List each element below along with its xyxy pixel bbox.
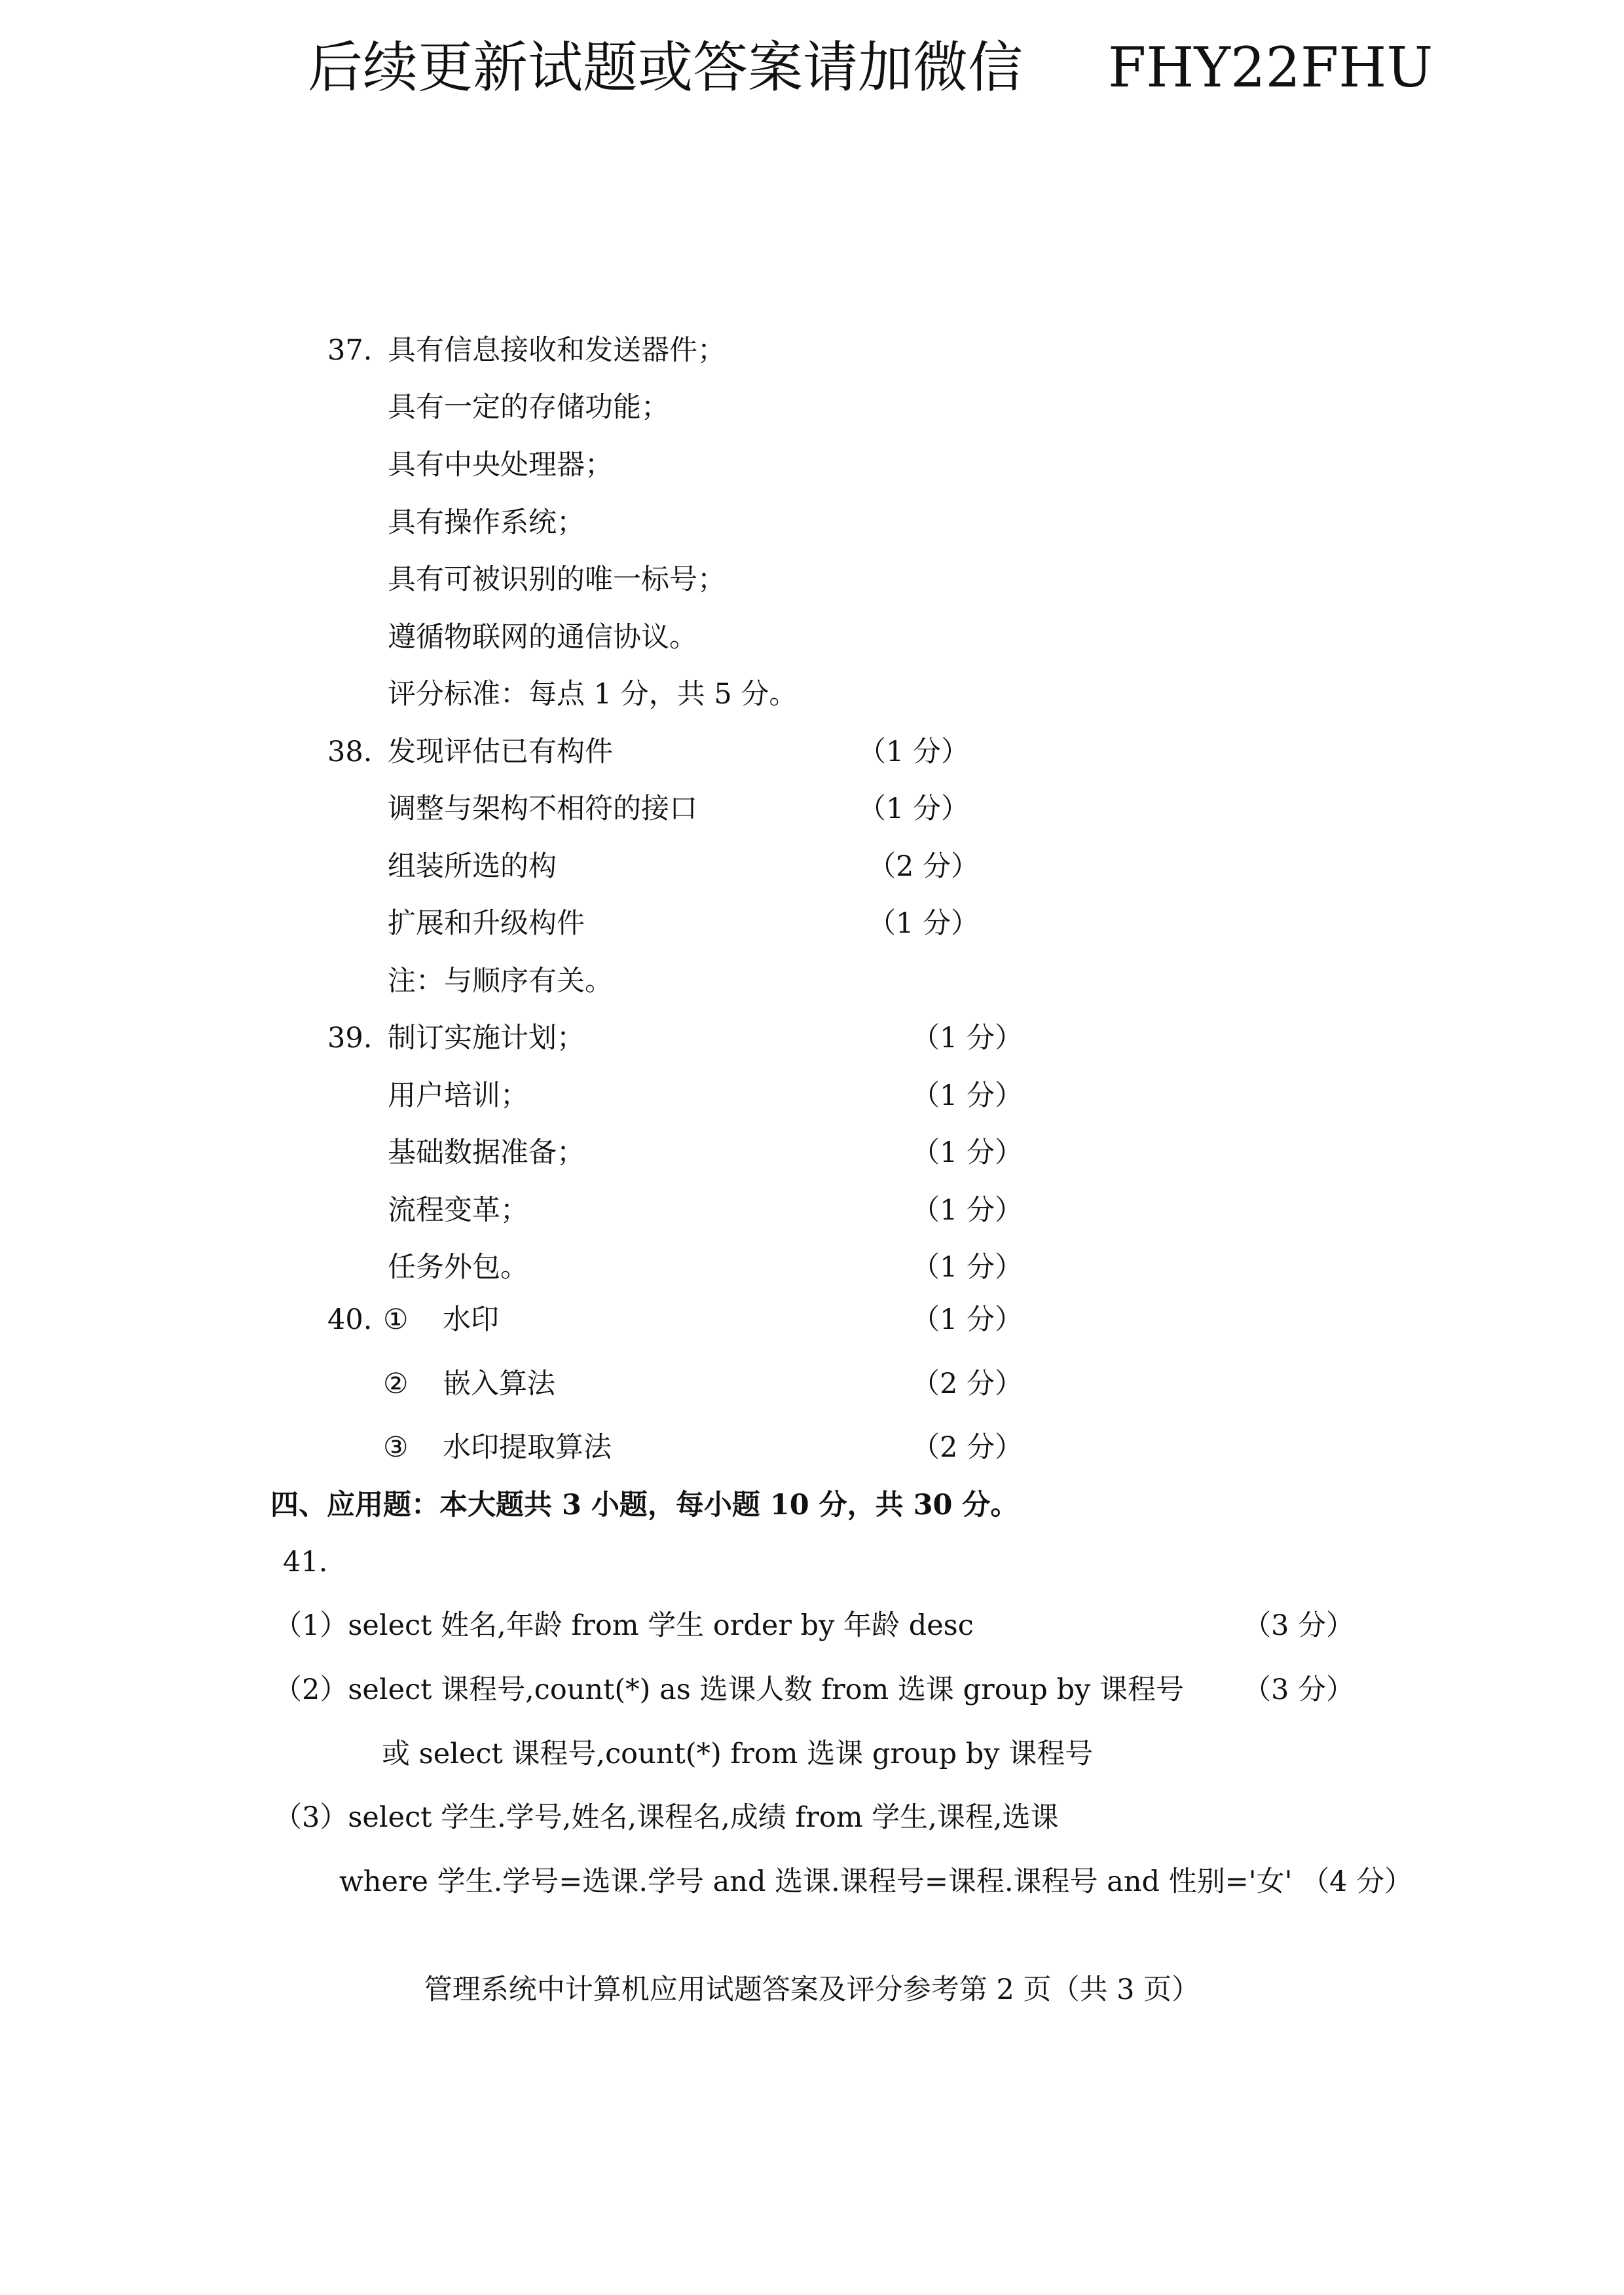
q41-part-3-line-1: （3）select 学生.学号,姓名,课程名,成绩 from 学生,课程,选课 [274, 1801, 1059, 1834]
q40-number: 40. [327, 1303, 373, 1336]
header-wechat-id: FHY22FHU [1108, 35, 1433, 100]
q38-item-4: 扩展和升级构件 [388, 907, 585, 940]
q37-line-3: 具有中央处理器； [388, 449, 613, 481]
q37-number: 37. [327, 334, 373, 367]
watermark-header [308, 31, 1433, 103]
q41-part-2-score: （3 分） [1243, 1673, 1355, 1706]
q37-line-5: 具有可被识别的唯一标号； [388, 563, 726, 596]
q38-item-2: 调整与架构不相符的接口 [388, 793, 697, 825]
q40-mark-1: ① [383, 1303, 409, 1336]
q40-mark-2: ② [383, 1368, 409, 1400]
q38-item-1: 发现评估已有构件 [388, 736, 613, 768]
q37-line-1: 具有信息接收和发送器件； [388, 334, 726, 367]
q40-item-2-score: （2 分） [912, 1368, 1024, 1400]
q41-part-2-alternative: 或 select 课程号,count(*) from 选课 group by 课程号 [382, 1738, 1094, 1770]
q40-item-3: 水印提取算法 [443, 1431, 612, 1464]
q37-line-4: 具有操作系统； [388, 506, 585, 539]
q40-mark-3: ③ [383, 1431, 409, 1464]
q39-item-4-score: （1 分） [912, 1194, 1024, 1227]
q39-item-5-score: （1 分） [912, 1251, 1024, 1284]
q40-item-1: 水印 [443, 1303, 499, 1336]
q37-scoring: 评分标准：每点 1 分，共 5 分。 [388, 678, 798, 711]
q41-part-2: （2）select 课程号,count(*) as 选课人数 from 选课 group by 课程号 [274, 1673, 1184, 1706]
q39-number: 39. [327, 1022, 373, 1054]
q41-number: 41. [283, 1546, 328, 1578]
q39-item-3-score: （1 分） [912, 1136, 1024, 1169]
q41-part-1-score: （3 分） [1243, 1609, 1355, 1642]
q38-item-2-score: （1 分） [858, 793, 970, 825]
q37-line-6: 遵循物联网的通信协议。 [388, 621, 697, 654]
q39-item-5: 任务外包。 [388, 1251, 528, 1284]
q38-item-3: 组装所选的构 [388, 850, 557, 883]
q39-item-4: 流程变革； [388, 1194, 528, 1227]
q38-item-3-score: （2 分） [868, 850, 980, 883]
q38-item-4-score: （1 分） [868, 907, 980, 940]
q39-item-3: 基础数据准备； [388, 1136, 585, 1169]
q41-part-3-line-2: where 学生.学号=选课.学号 and 选课.课程号=课程.课程号 and 性别='女' （4 分） [339, 1865, 1413, 1898]
q40-item-1-score: （1 分） [912, 1303, 1024, 1336]
q39-item-1-score: （1 分） [912, 1022, 1024, 1054]
q37-line-2: 具有一定的存储功能； [388, 391, 669, 424]
header-notice: 后续更新试题或答案请加微信 [308, 35, 1024, 100]
page-footer: 管理系统中计算机应用试题答案及评分参考第 2 页（共 3 页） [424, 1973, 1200, 2006]
q41-part-1: （1）select 姓名,年龄 from 学生 order by 年龄 desc [274, 1609, 974, 1642]
q39-item-2-score: （1 分） [912, 1079, 1024, 1112]
q38-item-1-score: （1 分） [858, 736, 970, 768]
q39-item-2: 用户培训； [388, 1079, 528, 1112]
q40-item-3-score: （2 分） [912, 1431, 1024, 1464]
q39-item-1: 制订实施计划； [388, 1022, 585, 1054]
section-4-heading: 四、应用题：本大题共 3 小题，每小题 10 分，共 30 分。 [270, 1489, 1019, 1521]
q40-item-2: 嵌入算法 [443, 1368, 555, 1400]
q38-note: 注：与顺序有关。 [388, 965, 613, 998]
q38-number: 38. [327, 736, 373, 768]
